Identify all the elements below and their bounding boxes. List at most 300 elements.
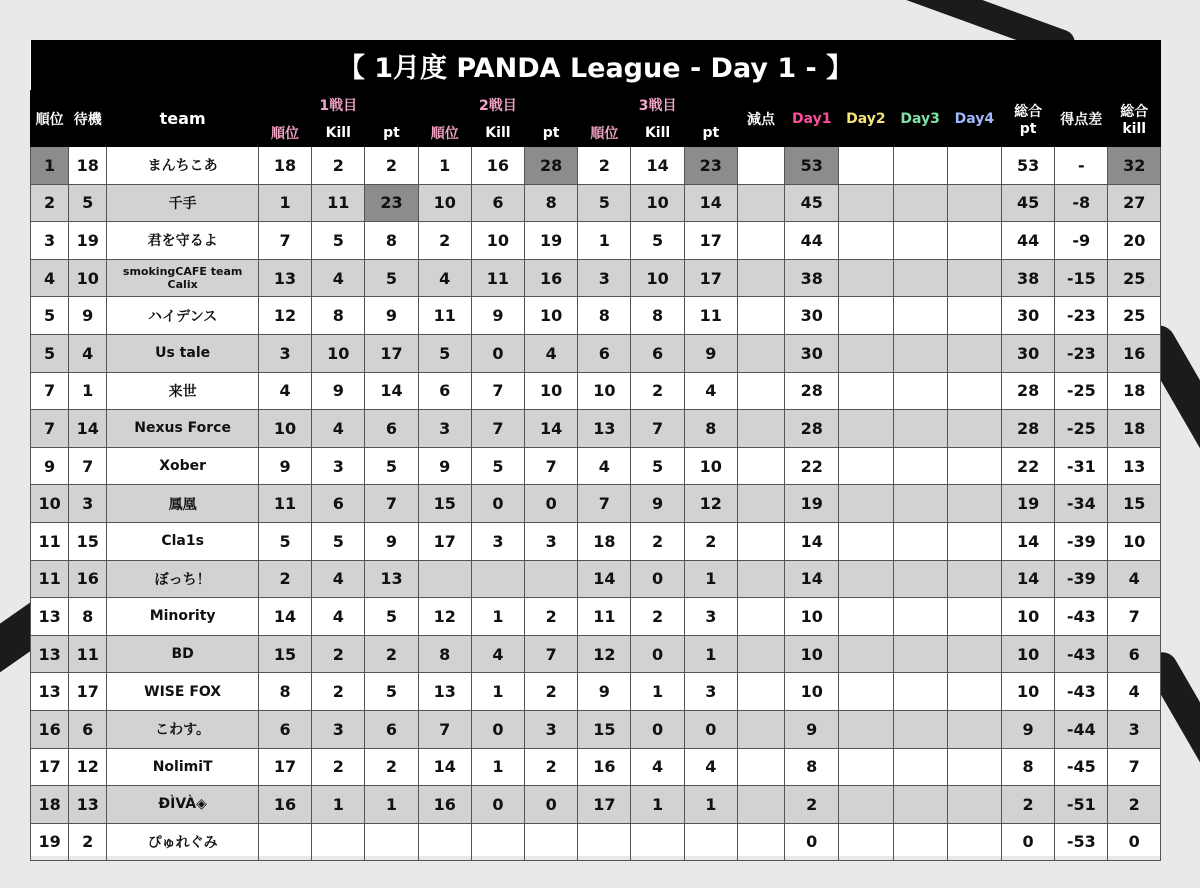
g1-kill-cell: 1 [312, 786, 365, 824]
standings-board [30, 40, 1161, 856]
day1-cell: 28 [785, 372, 839, 410]
header-diff: 得点差 [1055, 91, 1108, 147]
g1-pt-cell: 13 [365, 560, 418, 598]
g3-kill-cell: 2 [631, 372, 684, 410]
day2-cell [839, 447, 893, 485]
g2-kill-cell: 4 [471, 635, 524, 673]
g3-rank-cell: 13 [578, 410, 631, 448]
wait-cell: 12 [69, 748, 107, 786]
g1-kill-cell: 5 [312, 522, 365, 560]
wait-cell: 14 [69, 410, 107, 448]
total-pt-cell: 0 [1001, 823, 1054, 861]
g3-kill-cell: 2 [631, 522, 684, 560]
header-game1: 1戦目 [258, 91, 418, 120]
g2-rank-cell: 1 [418, 147, 471, 185]
g1-kill-cell: 2 [312, 673, 365, 711]
day1-cell: 10 [785, 598, 839, 636]
diff-cell: -23 [1055, 334, 1108, 372]
g2-kill-cell: 0 [471, 710, 524, 748]
day1-cell: 0 [785, 823, 839, 861]
wait-cell: 9 [69, 297, 107, 335]
g3-kill-cell: 0 [631, 635, 684, 673]
table-row [31, 222, 1161, 260]
rank-cell: 13 [31, 598, 69, 636]
day2-cell [839, 748, 893, 786]
header-g2-pt: pt [525, 120, 578, 147]
g1-pt-cell: 5 [365, 259, 418, 297]
table-row [31, 673, 1161, 711]
g3-rank-cell: 4 [578, 447, 631, 485]
header-total-kill-line1: 総合 [1120, 103, 1149, 120]
rank-cell: 4 [31, 259, 69, 297]
wait-cell: 4 [69, 334, 107, 372]
g3-kill-cell: 1 [631, 673, 684, 711]
g2-pt-cell: 10 [525, 372, 578, 410]
g3-pt-cell: 1 [684, 635, 737, 673]
total-pt-cell: 10 [1001, 635, 1054, 673]
g2-rank-cell: 11 [418, 297, 471, 335]
diff-cell: -31 [1055, 447, 1108, 485]
wait-cell: 15 [69, 522, 107, 560]
total-kill-cell: 7 [1108, 598, 1161, 636]
g3-rank-cell: 1 [578, 222, 631, 260]
total-pt-cell: 53 [1001, 147, 1054, 185]
wait-cell: 11 [69, 635, 107, 673]
header-game3: 3戦目 [578, 91, 738, 120]
g2-rank-cell: 16 [418, 786, 471, 824]
day3-cell [893, 485, 947, 523]
day2-cell [839, 147, 893, 185]
day4-cell [947, 410, 1001, 448]
day3-cell [893, 673, 947, 711]
day2-cell [839, 297, 893, 335]
g1-rank-cell [258, 823, 311, 861]
g3-rank-cell: 9 [578, 673, 631, 711]
penalty-cell [737, 748, 784, 786]
g1-pt-cell [365, 823, 418, 861]
day4-cell [947, 222, 1001, 260]
header-total-pt [1001, 91, 1054, 147]
day1-cell: 10 [785, 635, 839, 673]
table-row [31, 410, 1161, 448]
day2-cell [839, 823, 893, 861]
day3-cell [893, 147, 947, 185]
wait-cell: 19 [69, 222, 107, 260]
g3-kill-cell: 7 [631, 410, 684, 448]
g3-rank-cell: 5 [578, 184, 631, 222]
g3-pt-cell: 11 [684, 297, 737, 335]
g2-rank-cell: 15 [418, 485, 471, 523]
header-g3-rank: 順位 [578, 120, 631, 147]
day2-cell [839, 673, 893, 711]
g3-kill-cell: 10 [631, 184, 684, 222]
header-day2: Day2 [839, 91, 893, 147]
total-kill-cell: 18 [1108, 372, 1161, 410]
g2-rank-cell: 13 [418, 673, 471, 711]
day3-cell [893, 786, 947, 824]
g1-kill-cell: 5 [312, 222, 365, 260]
day3-cell [893, 598, 947, 636]
g1-kill-cell: 3 [312, 447, 365, 485]
day1-cell: 38 [785, 259, 839, 297]
g3-kill-cell: 4 [631, 748, 684, 786]
wait-cell: 5 [69, 184, 107, 222]
day2-cell [839, 372, 893, 410]
header-g3-kill: Kill [631, 120, 684, 147]
g1-pt-cell: 2 [365, 748, 418, 786]
penalty-cell [737, 485, 784, 523]
rank-cell: 19 [31, 823, 69, 861]
header-day3: Day3 [893, 91, 947, 147]
rank-cell: 11 [31, 560, 69, 598]
table-row [31, 297, 1161, 335]
team-cell: WISE FOX [107, 673, 259, 711]
g2-kill-cell: 0 [471, 786, 524, 824]
g3-pt-cell: 14 [684, 184, 737, 222]
g2-kill-cell: 9 [471, 297, 524, 335]
g2-kill-cell: 7 [471, 372, 524, 410]
total-pt-cell: 2 [1001, 786, 1054, 824]
g3-pt-cell: 12 [684, 485, 737, 523]
rank-cell: 7 [31, 410, 69, 448]
g1-kill-cell: 11 [312, 184, 365, 222]
g3-pt-cell: 0 [684, 710, 737, 748]
day2-cell [839, 786, 893, 824]
g3-pt-cell: 1 [684, 560, 737, 598]
g2-rank-cell [418, 823, 471, 861]
g2-pt-cell: 19 [525, 222, 578, 260]
g2-pt-cell: 3 [525, 710, 578, 748]
g1-pt-cell: 2 [365, 147, 418, 185]
g3-rank-cell: 2 [578, 147, 631, 185]
diff-cell: -51 [1055, 786, 1108, 824]
g3-pt-cell: 4 [684, 372, 737, 410]
team-cell: こわす。 [107, 710, 259, 748]
g1-rank-cell: 14 [258, 598, 311, 636]
g3-pt-cell: 3 [684, 598, 737, 636]
day3-cell [893, 184, 947, 222]
penalty-cell [737, 522, 784, 560]
team-cell: Nexus Force [107, 410, 259, 448]
day3-cell [893, 710, 947, 748]
total-pt-cell: 9 [1001, 710, 1054, 748]
g2-rank-cell: 8 [418, 635, 471, 673]
g3-kill-cell: 2 [631, 598, 684, 636]
day1-cell: 9 [785, 710, 839, 748]
table-row [31, 786, 1161, 824]
g2-rank-cell: 7 [418, 710, 471, 748]
wait-cell: 2 [69, 823, 107, 861]
g1-pt-cell: 5 [365, 598, 418, 636]
g1-pt-cell: 9 [365, 522, 418, 560]
g1-kill-cell: 4 [312, 259, 365, 297]
total-kill-cell: 20 [1108, 222, 1161, 260]
wait-cell: 13 [69, 786, 107, 824]
table-row [31, 184, 1161, 222]
day2-cell [839, 522, 893, 560]
penalty-cell [737, 372, 784, 410]
g3-kill-cell: 14 [631, 147, 684, 185]
rank-cell: 2 [31, 184, 69, 222]
g2-pt-cell: 3 [525, 522, 578, 560]
day2-cell [839, 598, 893, 636]
day3-cell [893, 259, 947, 297]
diff-cell: -39 [1055, 522, 1108, 560]
total-kill-cell: 15 [1108, 485, 1161, 523]
total-kill-cell: 27 [1108, 184, 1161, 222]
penalty-cell [737, 334, 784, 372]
day1-cell: 19 [785, 485, 839, 523]
day3-cell [893, 297, 947, 335]
rank-cell: 18 [31, 786, 69, 824]
diff-cell: -43 [1055, 598, 1108, 636]
day1-cell: 30 [785, 334, 839, 372]
day4-cell [947, 447, 1001, 485]
g1-pt-cell: 14 [365, 372, 418, 410]
wait-cell: 10 [69, 259, 107, 297]
header-g2-rank: 順位 [418, 120, 471, 147]
diff-cell: -25 [1055, 410, 1108, 448]
g2-rank-cell: 17 [418, 522, 471, 560]
g2-pt-cell: 0 [525, 485, 578, 523]
total-kill-cell: 7 [1108, 748, 1161, 786]
g1-rank-cell: 11 [258, 485, 311, 523]
header-game2: 2戦目 [418, 91, 578, 120]
g1-pt-cell: 6 [365, 410, 418, 448]
day4-cell [947, 259, 1001, 297]
total-kill-cell: 4 [1108, 673, 1161, 711]
g1-rank-cell: 7 [258, 222, 311, 260]
day1-cell: 14 [785, 560, 839, 598]
g3-pt-cell [684, 823, 737, 861]
diff-cell: -43 [1055, 635, 1108, 673]
team-cell: smokingCAFE team Calix [107, 259, 259, 297]
g2-kill-cell: 7 [471, 410, 524, 448]
g3-rank-cell [578, 823, 631, 861]
day2-cell [839, 259, 893, 297]
g1-pt-cell: 9 [365, 297, 418, 335]
header-g1-rank: 順位 [258, 120, 311, 147]
g3-rank-cell: 15 [578, 710, 631, 748]
table-row [31, 823, 1161, 861]
team-cell: ぴゅれぐみ [107, 823, 259, 861]
day1-cell: 14 [785, 522, 839, 560]
total-kill-cell: 25 [1108, 259, 1161, 297]
g3-pt-cell: 10 [684, 447, 737, 485]
rank-cell: 9 [31, 447, 69, 485]
day1-cell: 53 [785, 147, 839, 185]
g2-pt-cell: 14 [525, 410, 578, 448]
g2-rank-cell: 12 [418, 598, 471, 636]
penalty-cell [737, 222, 784, 260]
header-g1-pt: pt [365, 120, 418, 147]
g3-rank-cell: 18 [578, 522, 631, 560]
g2-pt-cell: 16 [525, 259, 578, 297]
header-g2-kill: Kill [471, 120, 524, 147]
g3-rank-cell: 3 [578, 259, 631, 297]
g3-rank-cell: 8 [578, 297, 631, 335]
g3-rank-cell: 10 [578, 372, 631, 410]
g2-kill-cell: 6 [471, 184, 524, 222]
total-pt-cell: 45 [1001, 184, 1054, 222]
table-row [31, 447, 1161, 485]
g2-kill-cell: 10 [471, 222, 524, 260]
team-cell: 鳳凰 [107, 485, 259, 523]
g1-pt-cell: 5 [365, 447, 418, 485]
rank-cell: 16 [31, 710, 69, 748]
g1-kill-cell: 8 [312, 297, 365, 335]
total-kill-cell: 4 [1108, 560, 1161, 598]
day2-cell [839, 410, 893, 448]
g1-rank-cell: 15 [258, 635, 311, 673]
team-cell: Cla1s [107, 522, 259, 560]
day3-cell [893, 410, 947, 448]
g1-rank-cell: 12 [258, 297, 311, 335]
g2-kill-cell: 11 [471, 259, 524, 297]
day3-cell [893, 823, 947, 861]
g1-rank-cell: 9 [258, 447, 311, 485]
day2-cell [839, 635, 893, 673]
g1-kill-cell: 2 [312, 147, 365, 185]
penalty-cell [737, 710, 784, 748]
g3-rank-cell: 11 [578, 598, 631, 636]
day4-cell [947, 823, 1001, 861]
header-team: team [107, 91, 259, 147]
g3-pt-cell: 3 [684, 673, 737, 711]
total-pt-cell: 30 [1001, 334, 1054, 372]
total-pt-cell: 14 [1001, 560, 1054, 598]
day2-cell [839, 184, 893, 222]
team-cell: ĐÌVÀ◈ [107, 786, 259, 824]
table-row [31, 635, 1161, 673]
day3-cell [893, 635, 947, 673]
g3-kill-cell: 1 [631, 786, 684, 824]
rank-cell: 3 [31, 222, 69, 260]
g1-kill-cell: 9 [312, 372, 365, 410]
day3-cell [893, 334, 947, 372]
team-cell: NolimiT [107, 748, 259, 786]
standings-table [30, 40, 1161, 861]
g2-pt-cell: 4 [525, 334, 578, 372]
wait-cell: 1 [69, 372, 107, 410]
g3-pt-cell: 1 [684, 786, 737, 824]
day4-cell [947, 334, 1001, 372]
day1-cell: 10 [785, 673, 839, 711]
g1-rank-cell: 6 [258, 710, 311, 748]
g3-pt-cell: 4 [684, 748, 737, 786]
header-wait: 待機 [69, 91, 107, 147]
total-pt-cell: 44 [1001, 222, 1054, 260]
header-total-kill [1108, 91, 1161, 147]
team-cell: Minority [107, 598, 259, 636]
day4-cell [947, 297, 1001, 335]
day2-cell [839, 485, 893, 523]
g2-kill-cell: 3 [471, 522, 524, 560]
g1-kill-cell: 3 [312, 710, 365, 748]
wait-cell: 18 [69, 147, 107, 185]
g2-rank-cell [418, 560, 471, 598]
rank-cell: 13 [31, 635, 69, 673]
header-penalty: 減点 [737, 91, 784, 147]
total-pt-cell: 10 [1001, 673, 1054, 711]
g3-kill-cell: 5 [631, 447, 684, 485]
g2-pt-cell: 7 [525, 635, 578, 673]
g2-kill-cell: 1 [471, 598, 524, 636]
g1-pt-cell: 17 [365, 334, 418, 372]
table-row [31, 560, 1161, 598]
g1-kill-cell [312, 823, 365, 861]
g1-pt-cell: 8 [365, 222, 418, 260]
table-row [31, 334, 1161, 372]
g1-pt-cell: 7 [365, 485, 418, 523]
g1-rank-cell: 4 [258, 372, 311, 410]
g1-kill-cell: 2 [312, 748, 365, 786]
diff-cell: -53 [1055, 823, 1108, 861]
day4-cell [947, 635, 1001, 673]
penalty-cell [737, 598, 784, 636]
team-cell: 千手 [107, 184, 259, 222]
header-day1: Day1 [785, 91, 839, 147]
wait-cell: 6 [69, 710, 107, 748]
team-cell: Xober [107, 447, 259, 485]
diff-cell: - [1055, 147, 1108, 185]
g3-kill-cell [631, 823, 684, 861]
team-cell: まんちこあ [107, 147, 259, 185]
wait-cell: 16 [69, 560, 107, 598]
diff-cell: -8 [1055, 184, 1108, 222]
diff-cell: -44 [1055, 710, 1108, 748]
total-kill-cell: 3 [1108, 710, 1161, 748]
g3-kill-cell: 0 [631, 560, 684, 598]
penalty-cell [737, 184, 784, 222]
penalty-cell [737, 786, 784, 824]
day3-cell [893, 372, 947, 410]
table-row [31, 522, 1161, 560]
day3-cell [893, 560, 947, 598]
total-pt-cell: 10 [1001, 598, 1054, 636]
g3-pt-cell: 9 [684, 334, 737, 372]
team-cell: ハイデンス [107, 297, 259, 335]
day1-cell: 44 [785, 222, 839, 260]
g3-rank-cell: 16 [578, 748, 631, 786]
header-g1-kill: Kill [312, 120, 365, 147]
g2-pt-cell [525, 823, 578, 861]
total-pt-cell: 19 [1001, 485, 1054, 523]
g1-kill-cell: 2 [312, 635, 365, 673]
g2-kill-cell: 16 [471, 147, 524, 185]
g3-kill-cell: 5 [631, 222, 684, 260]
day3-cell [893, 522, 947, 560]
g3-pt-cell: 2 [684, 522, 737, 560]
day4-cell [947, 522, 1001, 560]
table-row [31, 485, 1161, 523]
g1-rank-cell: 13 [258, 259, 311, 297]
total-pt-cell: 8 [1001, 748, 1054, 786]
g2-kill-cell: 1 [471, 748, 524, 786]
penalty-cell [737, 560, 784, 598]
g3-pt-cell: 17 [684, 222, 737, 260]
g2-rank-cell: 2 [418, 222, 471, 260]
g2-rank-cell: 14 [418, 748, 471, 786]
total-kill-cell: 6 [1108, 635, 1161, 673]
rank-cell: 11 [31, 522, 69, 560]
g3-pt-cell: 8 [684, 410, 737, 448]
g2-kill-cell: 1 [471, 673, 524, 711]
rank-cell: 17 [31, 748, 69, 786]
g3-rank-cell: 17 [578, 786, 631, 824]
total-pt-cell: 22 [1001, 447, 1054, 485]
day4-cell [947, 372, 1001, 410]
